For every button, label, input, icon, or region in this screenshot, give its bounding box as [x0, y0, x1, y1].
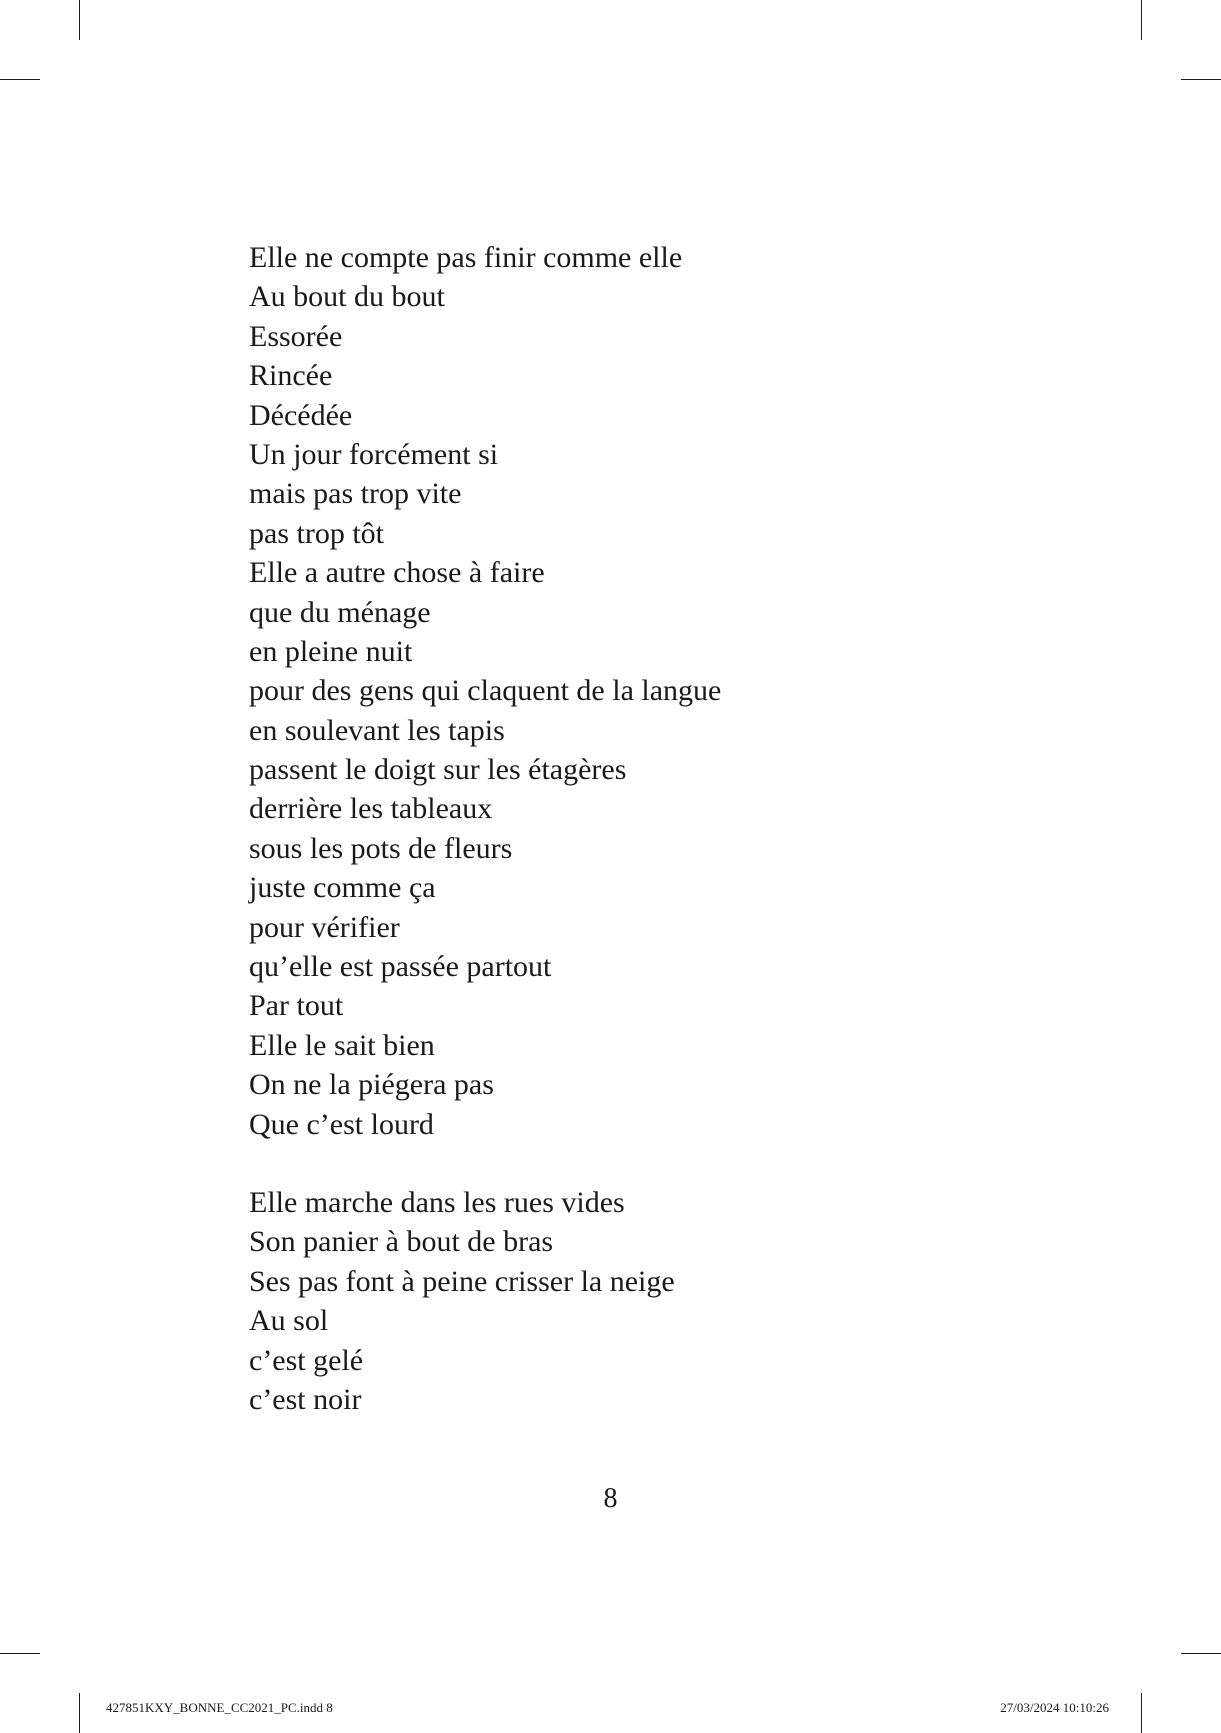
poem-line: Au sol — [249, 1304, 329, 1338]
crop-mark-top-left-horizontal — [0, 79, 40, 80]
crop-mark-bottom-left-vertical — [79, 1693, 80, 1733]
poem-line: Elle ne compte pas finir comme elle — [249, 241, 683, 274]
poem-line: en pleine nuit — [249, 634, 413, 668]
poem-line: juste comme ça — [249, 871, 436, 905]
poem-line: Essorée — [249, 319, 343, 353]
poem-line: en soulevant les tapis — [249, 713, 505, 747]
poem-line: Elle a autre chose à faire — [249, 556, 545, 590]
poem-line: pas trop tôt — [249, 516, 384, 550]
poem-line: que du ménage — [249, 595, 431, 629]
crop-mark-top-right-vertical — [1141, 0, 1142, 40]
slug-timestamp: 27/03/2024 10:10:26 — [1000, 1700, 1109, 1715]
poem-line: Que c’est lourd — [249, 1107, 434, 1141]
poem-line: On ne la piégera pas — [249, 1068, 494, 1102]
poem-line: Par tout — [249, 989, 344, 1023]
poem-line: pour vérifier — [249, 910, 400, 944]
crop-mark-bottom-right-horizontal — [1181, 1653, 1221, 1654]
slug-file-name: 427851KXY_BONNE_CC2021_PC.indd 8 — [106, 1700, 333, 1715]
poem-line: Rincée — [249, 359, 333, 393]
poem-line: Un jour forcément si — [249, 437, 499, 471]
stanza-2 — [249, 1183, 1149, 1419]
stanza-1 — [249, 238, 1149, 1144]
poem-line: pour des gens qui claquent de la langue — [249, 674, 722, 708]
poem-line: Elle marche dans les rues vides — [249, 1185, 625, 1219]
poem-line: c’est gelé — [249, 1343, 364, 1377]
crop-mark-top-right-horizontal — [1181, 79, 1221, 80]
poem-line: qu’elle est passée partout — [249, 950, 552, 984]
poem-line: Décédée — [249, 398, 353, 432]
poem-line: passent le doigt sur les étagères — [249, 753, 627, 787]
poem-line: Ses pas font à peine crisser la neige — [249, 1264, 675, 1298]
poem-line: Elle le sait bien — [249, 1028, 435, 1062]
crop-mark-bottom-right-vertical — [1141, 1693, 1142, 1733]
crop-mark-bottom-left-horizontal — [0, 1653, 40, 1654]
crop-mark-top-left-vertical — [79, 0, 80, 40]
poem-body — [249, 238, 1149, 1419]
poem-line: c’est noir — [249, 1382, 362, 1416]
poem-line: Son panier à bout de bras — [249, 1225, 554, 1259]
page-number: 8 — [603, 1483, 618, 1514]
poem-line: mais pas trop vite — [249, 477, 462, 511]
poem-line: derrière les tableaux — [249, 792, 493, 826]
poem-line: sous les pots de fleurs — [249, 831, 513, 865]
poem-line: Au bout du bout — [249, 280, 445, 314]
